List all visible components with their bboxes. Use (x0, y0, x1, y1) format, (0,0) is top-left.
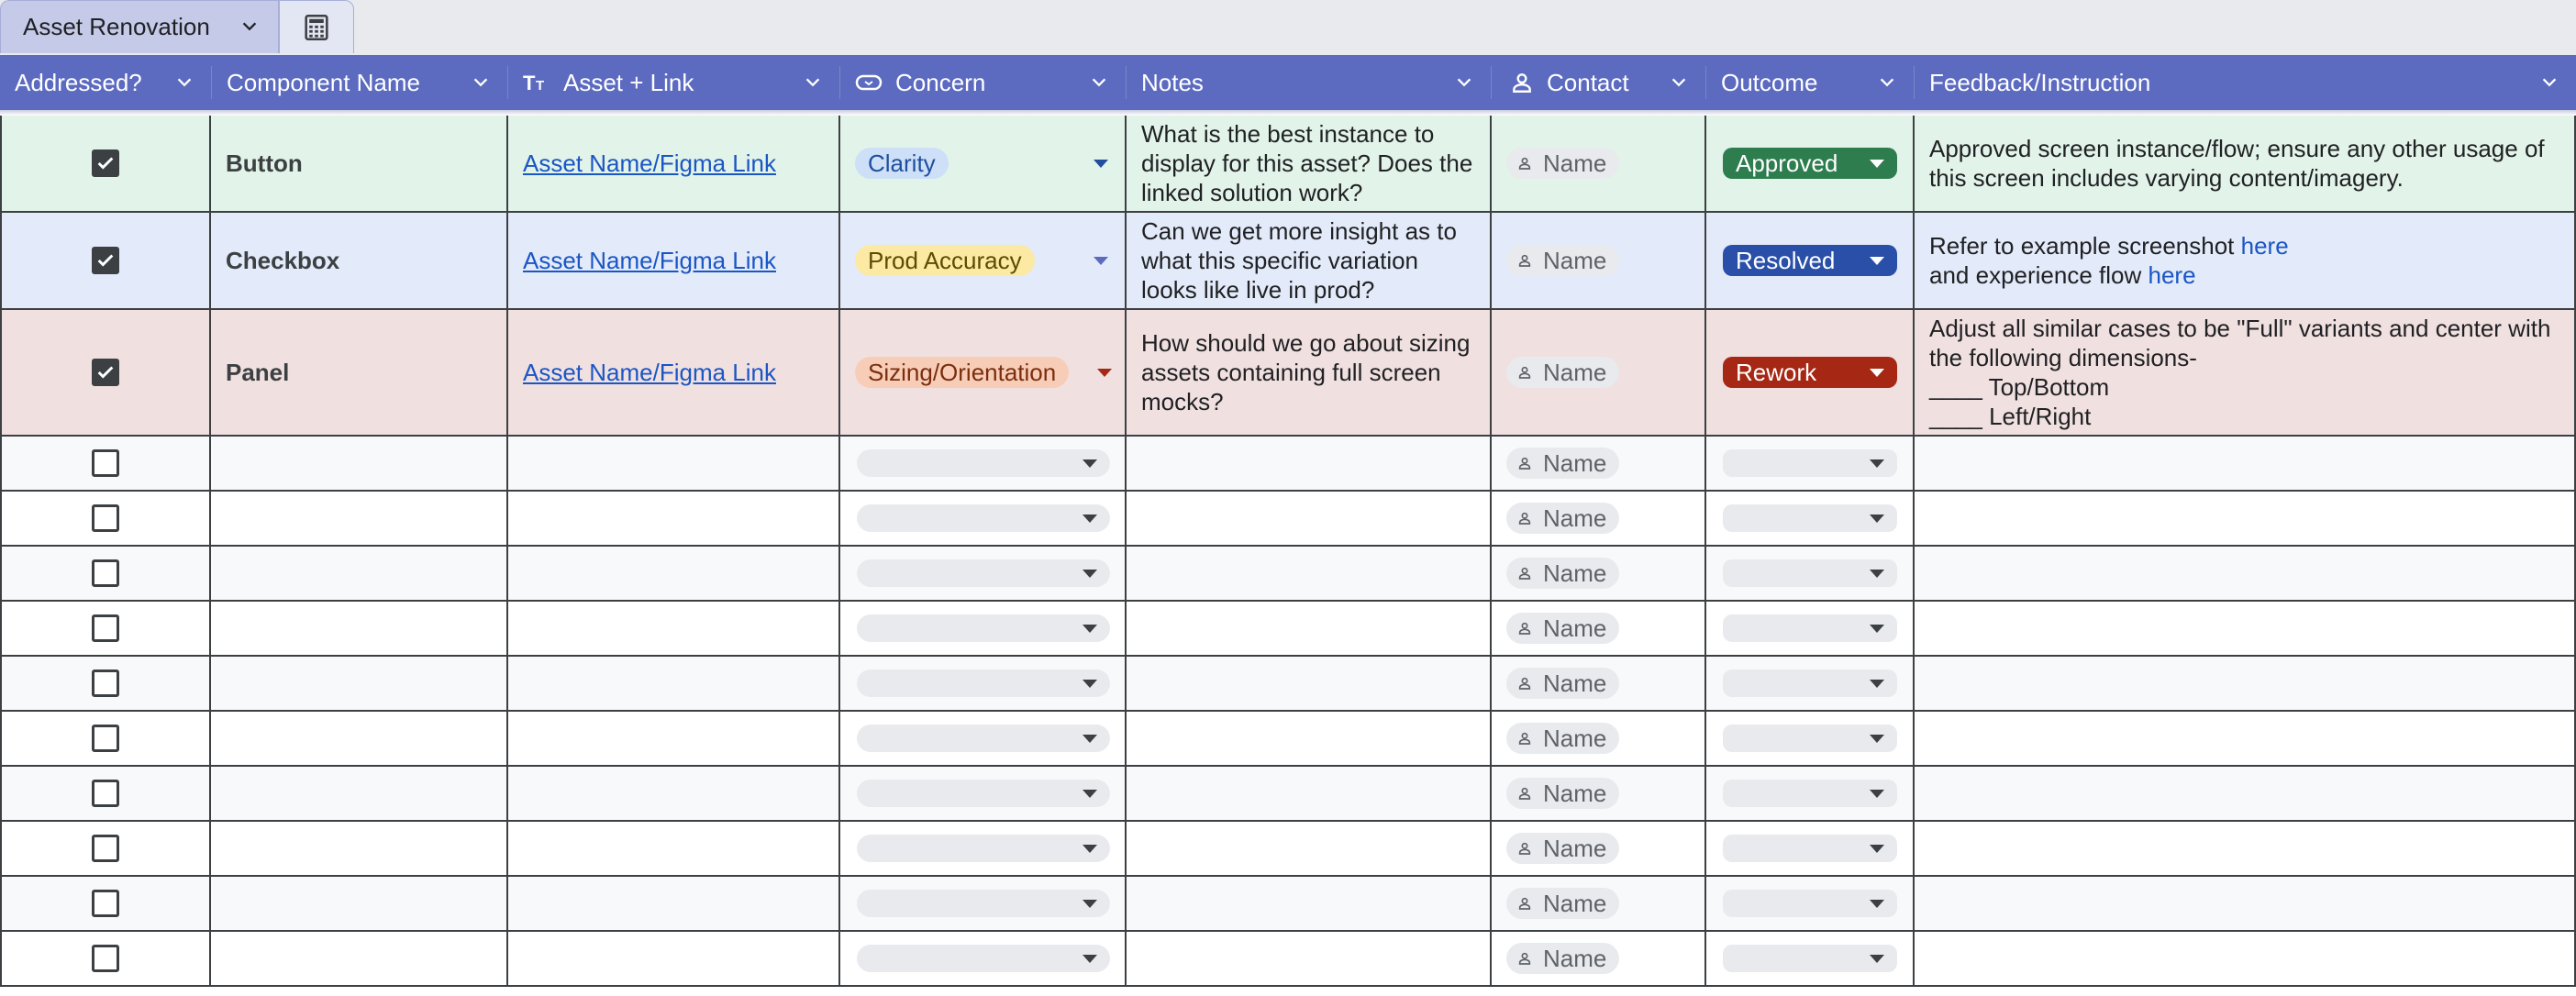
chevron-down-icon[interactable] (471, 72, 491, 93)
feedback-link[interactable]: here (2148, 261, 2196, 289)
checkmark-icon (95, 362, 116, 382)
column-header-feedback[interactable]: Feedback/Instruction (1915, 55, 2576, 110)
table-row (0, 602, 2576, 657)
notes-cell[interactable] (1127, 310, 1492, 435)
component-name-cell[interactable] (211, 116, 508, 211)
outcome-cell[interactable] (1706, 492, 1915, 545)
component-name-cell[interactable] (211, 213, 508, 308)
contact-cell[interactable] (1492, 310, 1706, 435)
outcome-select[interactable] (1723, 670, 1897, 697)
caret-down-icon (1870, 570, 1884, 578)
table-row (0, 213, 2576, 310)
addressed-checkbox[interactable] (92, 780, 119, 807)
column-header-row (0, 55, 2576, 110)
outcome-select[interactable] (1723, 780, 1897, 807)
asset-link-cell[interactable] (508, 547, 840, 600)
addressed-checkbox[interactable] (92, 449, 119, 477)
column-header-addressed[interactable]: Addressed? (0, 55, 211, 110)
notes-cell[interactable] (1127, 767, 1492, 820)
caret-down-icon (1083, 515, 1097, 523)
concern-select[interactable] (857, 504, 1110, 532)
addressed-checkbox[interactable] (92, 890, 119, 917)
outcome-cell[interactable] (1706, 767, 1915, 820)
addressed-cell (0, 116, 211, 211)
notes-cell[interactable] (1127, 602, 1492, 655)
chevron-down-icon[interactable] (1877, 72, 1897, 93)
outcome-select[interactable] (1723, 559, 1897, 587)
person-icon (1517, 676, 1532, 691)
contact-cell[interactable] (1492, 877, 1706, 930)
component-name-cell[interactable] (211, 547, 508, 600)
contact-cell[interactable] (1492, 547, 1706, 600)
outcome-chip[interactable]: Resolved (1723, 245, 1897, 276)
asset-link-cell (508, 116, 840, 211)
feedback-cell[interactable] (1915, 932, 2576, 985)
addressed-cell (0, 437, 211, 490)
asset-link-cell[interactable] (508, 437, 840, 490)
chevron-down-icon[interactable] (1454, 72, 1474, 93)
notes-cell[interactable] (1127, 213, 1492, 308)
checkmark-icon (95, 250, 116, 271)
contact-chip[interactable]: Name (1506, 943, 1619, 974)
caret-down-icon (1870, 955, 1884, 963)
notes-cell[interactable] (1127, 822, 1492, 875)
addressed-checkbox[interactable] (92, 247, 119, 274)
outcome-select[interactable] (1723, 945, 1897, 972)
outcome-cell[interactable] (1706, 657, 1915, 710)
contact-cell[interactable] (1492, 822, 1706, 875)
concern-select[interactable] (857, 670, 1110, 697)
table-row (0, 310, 2576, 437)
concern-select[interactable] (857, 559, 1110, 587)
concern-select[interactable] (857, 835, 1110, 862)
text-icon (523, 72, 550, 94)
outcome-cell[interactable] (1706, 310, 1915, 435)
concern-cell[interactable] (840, 547, 1127, 600)
contact-cell[interactable] (1492, 437, 1706, 490)
concern-chip: Sizing/Orientation (855, 357, 1069, 388)
asset-link-cell[interactable] (508, 712, 840, 765)
checkmark-icon (95, 153, 116, 173)
addressed-cell (0, 932, 211, 985)
chevron-down-icon[interactable] (2539, 72, 2559, 93)
component-name-cell[interactable] (211, 310, 508, 435)
table-tab-label: Asset Renovation (23, 13, 210, 40)
component-name-cell[interactable] (211, 877, 508, 930)
asset-link-cell[interactable] (508, 822, 840, 875)
contact-chip[interactable]: Name (1506, 668, 1619, 699)
caret-down-icon (1083, 680, 1097, 688)
concern-cell[interactable] (840, 767, 1127, 820)
caret-down-icon (1870, 790, 1884, 798)
person-icon (1517, 156, 1532, 171)
outcome-chip[interactable]: Rework (1723, 357, 1897, 388)
person-icon (1517, 566, 1532, 581)
feedback-text: Approved screen instance/flow; ensure any other usage of this screen includes varying content/imagery. (1929, 135, 2545, 192)
addressed-checkbox[interactable] (92, 504, 119, 532)
caret-down-icon (1083, 900, 1097, 908)
contact-cell[interactable] (1492, 767, 1706, 820)
addressed-checkbox[interactable] (92, 725, 119, 752)
chevron-down-icon[interactable] (803, 72, 823, 93)
concern-chip: Clarity (855, 148, 949, 179)
outcome-select[interactable] (1723, 614, 1897, 642)
notes-text: Can we get more insight as to what this specific variation looks like live in prod? (1141, 217, 1457, 304)
outcome-cell[interactable] (1706, 822, 1915, 875)
concern-cell[interactable] (840, 657, 1127, 710)
person-icon (1517, 731, 1532, 746)
feedback-cell[interactable] (1915, 492, 2576, 545)
contact-chip[interactable]: Name (1506, 613, 1619, 644)
addressed-cell (0, 492, 211, 545)
column-header-component-name[interactable]: Component Name (212, 55, 507, 110)
person-icon (1517, 511, 1532, 526)
concern-cell[interactable] (840, 437, 1127, 490)
caret-down-icon (1083, 570, 1097, 578)
contact-chip[interactable]: Name (1506, 448, 1619, 479)
person-icon (1510, 71, 1534, 94)
addressed-cell (0, 877, 211, 930)
outcome-cell[interactable] (1706, 116, 1915, 211)
caret-down-icon (1083, 790, 1097, 798)
addressed-cell (0, 657, 211, 710)
feedback-cell[interactable] (1915, 437, 2576, 490)
table-row (0, 657, 2576, 712)
asset-link-cell[interactable] (508, 767, 840, 820)
feedback-cell[interactable] (1915, 657, 2576, 710)
column-header-notes[interactable]: Notes (1127, 55, 1491, 110)
contact-cell[interactable] (1492, 657, 1706, 710)
addressed-cell (0, 213, 211, 308)
contact-chip[interactable]: Name (1506, 357, 1619, 388)
component-name-cell[interactable] (211, 712, 508, 765)
concern-cell[interactable] (840, 492, 1127, 545)
notes-cell[interactable] (1127, 492, 1492, 545)
caret-down-icon (1083, 955, 1097, 963)
outcome-cell[interactable] (1706, 547, 1915, 600)
component-name-cell[interactable] (211, 822, 508, 875)
outcome-cell[interactable] (1706, 712, 1915, 765)
contact-chip[interactable]: Name (1506, 833, 1619, 864)
caret-down-icon (1870, 257, 1884, 265)
asset-link-cell[interactable] (508, 877, 840, 930)
column-header-contact[interactable]: Contact (1492, 55, 1705, 110)
addressed-checkbox[interactable] (92, 559, 119, 587)
concern-cell[interactable] (840, 932, 1127, 985)
addressed-checkbox[interactable] (92, 614, 119, 642)
contact-cell[interactable] (1492, 712, 1706, 765)
addressed-checkbox[interactable] (92, 149, 119, 177)
concern-select[interactable] (857, 890, 1110, 917)
feedback-cell[interactable] (1915, 602, 2576, 655)
feedback-cell[interactable] (1915, 712, 2576, 765)
chevron-down-icon[interactable] (239, 17, 260, 37)
person-icon (1517, 786, 1532, 801)
table-row (0, 877, 2576, 932)
feedback-cell[interactable] (1915, 213, 2576, 308)
caret-down-icon (1083, 735, 1097, 743)
outcome-chip[interactable]: Approved (1723, 148, 1897, 179)
table-row (0, 822, 2576, 877)
contact-chip[interactable]: Name (1506, 148, 1619, 179)
notes-cell[interactable] (1127, 712, 1492, 765)
person-icon (1517, 841, 1532, 856)
asset-link-cell[interactable] (508, 492, 840, 545)
table-grid-icon (301, 12, 332, 43)
caret-down-icon (1870, 625, 1884, 633)
addressed-cell (0, 310, 211, 435)
contact-cell[interactable] (1492, 932, 1706, 985)
notes-text: What is the best instance to display for this asset? Does the linked solution work? (1141, 120, 1473, 206)
caret-down-icon (1870, 515, 1884, 523)
contact-chip[interactable]: Name (1506, 245, 1619, 276)
contact-cell[interactable] (1492, 116, 1706, 211)
component-name: Checkbox (226, 247, 340, 274)
contact-cell[interactable] (1492, 492, 1706, 545)
component-name-cell[interactable] (211, 767, 508, 820)
person-icon (1517, 621, 1532, 636)
chevron-down-icon[interactable] (1669, 72, 1689, 93)
concern-cell[interactable] (840, 602, 1127, 655)
concern-cell[interactable] (840, 822, 1127, 875)
person-icon (1517, 456, 1532, 470)
notes-cell[interactable] (1127, 116, 1492, 211)
caret-down-icon (1083, 845, 1097, 853)
addressed-cell (0, 602, 211, 655)
component-name-cell[interactable] (211, 602, 508, 655)
addressed-checkbox[interactable] (92, 670, 119, 697)
contact-cell[interactable] (1492, 602, 1706, 655)
notes-cell[interactable] (1127, 547, 1492, 600)
asset-link-cell[interactable] (508, 932, 840, 985)
caret-down-icon (1870, 735, 1884, 743)
column-header-asset-link[interactable]: T T Asset + Link (508, 55, 839, 110)
table-row (0, 547, 2576, 602)
outcome-cell[interactable] (1706, 932, 1915, 985)
feedback-cell[interactable] (1915, 877, 2576, 930)
table-tab[interactable] (0, 0, 279, 53)
caret-down-icon[interactable] (1094, 160, 1108, 168)
svg-text:T: T (536, 78, 545, 94)
contact-chip[interactable]: Name (1506, 778, 1619, 809)
feedback-cell[interactable] (1915, 116, 2576, 211)
table-row (0, 437, 2576, 492)
person-icon (1517, 365, 1532, 380)
feedback-cell[interactable] (1915, 547, 2576, 600)
column-header-concern[interactable]: Concern (840, 55, 1126, 110)
caret-down-icon (1083, 459, 1097, 468)
outcome-select[interactable] (1723, 890, 1897, 917)
notes-cell[interactable] (1127, 932, 1492, 985)
caret-down-icon[interactable] (1094, 257, 1108, 265)
outcome-cell[interactable] (1706, 437, 1915, 490)
component-name-cell[interactable] (211, 492, 508, 545)
table-row (0, 932, 2576, 987)
asset-link-cell[interactable] (508, 657, 840, 710)
contact-chip[interactable]: Name (1506, 888, 1619, 919)
asset-link[interactable]: Asset Name/Figma Link (523, 247, 776, 274)
chevron-down-icon[interactable] (174, 72, 194, 93)
concern-cell[interactable] (840, 116, 1127, 211)
asset-link-cell[interactable] (508, 602, 840, 655)
caret-down-icon (1083, 625, 1097, 633)
person-icon (1517, 951, 1532, 966)
asset-link[interactable]: Asset Name/Figma Link (523, 149, 776, 177)
addressed-cell (0, 547, 211, 600)
concern-cell[interactable] (840, 213, 1127, 308)
contact-chip[interactable]: Name (1506, 723, 1619, 754)
concern-cell[interactable] (840, 310, 1127, 435)
caret-down-icon (1870, 900, 1884, 908)
feedback-link[interactable]: here (2240, 232, 2289, 260)
concern-select[interactable] (857, 945, 1110, 972)
addressed-checkbox[interactable] (92, 359, 119, 386)
caret-down-icon (1870, 845, 1884, 853)
column-header-outcome[interactable]: Outcome (1706, 55, 1914, 110)
addressed-checkbox[interactable] (92, 945, 119, 972)
outcome-select[interactable] (1723, 725, 1897, 752)
notes-text: How should we go about sizing assets containing full screen mocks? (1141, 329, 1471, 415)
caret-down-icon (1870, 160, 1884, 168)
concern-cell[interactable] (840, 877, 1127, 930)
component-name: Button (226, 149, 303, 177)
contact-chip[interactable]: Name (1506, 503, 1619, 534)
addressed-cell (0, 712, 211, 765)
component-name-cell[interactable] (211, 932, 508, 985)
table-row (0, 767, 2576, 822)
caret-down-icon[interactable] (1097, 369, 1112, 377)
outcome-cell[interactable] (1706, 602, 1915, 655)
concern-select[interactable] (857, 614, 1110, 642)
feedback-text: Adjust all similar cases to be "Full" variants and center with the following dimensions- ____ Top/Bottom ____ Left/Right (1929, 315, 2551, 430)
feedback-cell[interactable] (1915, 767, 2576, 820)
table-row (0, 116, 2576, 213)
component-name-cell[interactable] (211, 657, 508, 710)
concern-select[interactable] (857, 449, 1110, 477)
asset-link-cell (508, 213, 840, 308)
contact-cell[interactable] (1492, 213, 1706, 308)
component-name: Panel (226, 359, 290, 386)
dropdown-chip-icon (855, 72, 883, 94)
contact-chip[interactable]: Name (1506, 558, 1619, 589)
concern-select[interactable] (857, 780, 1110, 807)
feedback-text: Refer to example screenshot here and experience flow here (1929, 232, 2289, 289)
asset-link[interactable]: Asset Name/Figma Link (523, 359, 776, 386)
svg-text:T: T (523, 72, 536, 94)
table-view-button[interactable] (279, 0, 354, 53)
addressed-checkbox[interactable] (92, 835, 119, 862)
outcome-select[interactable] (1723, 504, 1897, 532)
person-icon (1517, 896, 1532, 911)
caret-down-icon (1870, 680, 1884, 688)
notes-cell[interactable] (1127, 437, 1492, 490)
feedback-cell[interactable] (1915, 310, 2576, 435)
addressed-cell (0, 822, 211, 875)
outcome-cell[interactable] (1706, 877, 1915, 930)
outcome-cell[interactable] (1706, 213, 1915, 308)
concern-cell[interactable] (840, 712, 1127, 765)
concern-select[interactable] (857, 725, 1110, 752)
feedback-cell[interactable] (1915, 822, 2576, 875)
addressed-cell (0, 767, 211, 820)
table-row (0, 712, 2576, 767)
component-name-cell[interactable] (211, 437, 508, 490)
concern-chip: Prod Accuracy (855, 245, 1035, 276)
caret-down-icon (1870, 459, 1884, 468)
asset-link-cell (508, 310, 840, 435)
outcome-select[interactable] (1723, 449, 1897, 477)
person-icon (1517, 253, 1532, 268)
tab-strip (0, 0, 2576, 55)
table-row (0, 492, 2576, 547)
caret-down-icon (1870, 369, 1884, 377)
outcome-select[interactable] (1723, 835, 1897, 862)
notes-cell[interactable] (1127, 877, 1492, 930)
notes-cell[interactable] (1127, 657, 1492, 710)
chevron-down-icon[interactable] (1089, 72, 1109, 93)
